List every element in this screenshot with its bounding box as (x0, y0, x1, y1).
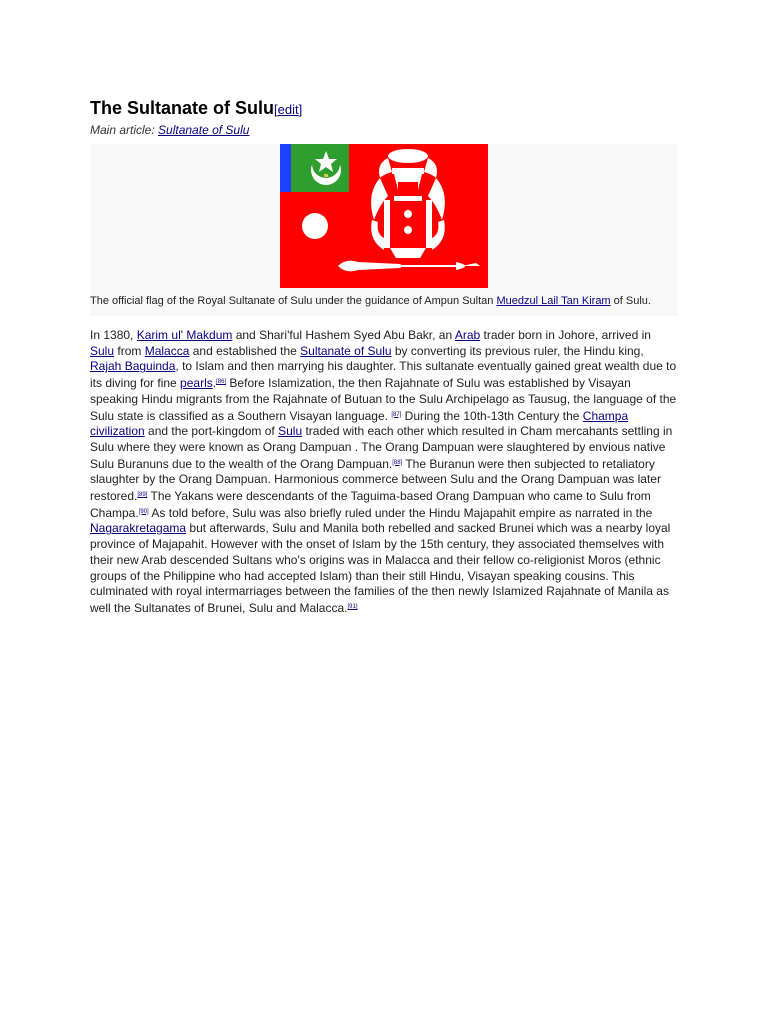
paragraph-text: from (114, 343, 145, 358)
citation-89[interactable]: [89] (137, 492, 148, 499)
paragraph-text: and established the (189, 343, 301, 358)
link-sulu-2[interactable]: Sulu (278, 424, 303, 439)
paragraph-text: As told before, Sulu was also briefly ruled under the Hindu Majapahit empire as narrated in the (148, 505, 653, 520)
paragraph-text: Before Islamization, the then Rajahnate of Sulu was established by Visayan speaking Hindu migrants from the Rajahnate of Butuan to the Sulu Archipelago as Tausug, the language of the Sulu state is classified as a Southern Visayan language. (90, 376, 677, 423)
paragraph-text: trader born in Johore, arrived in (480, 328, 651, 342)
paragraph-text: and Shari'ful Hashem Syed Abu Bakr, an (232, 328, 455, 342)
caption-text-end: of Sulu. (610, 295, 651, 307)
paragraph-text: traded with each other which resulted in Cham mercahants settling in Sulu where they were known as Orang Dampuan . The Orang Dampuan were slaughtered by envious native Sulu Buranuns due to the wealth of the Orang Dampuan. (90, 424, 673, 471)
citation-88[interactable]: [88] (392, 459, 403, 466)
link-arab[interactable]: Arab (454, 328, 481, 342)
link-rajah-baguinda[interactable]: Rajah Baguinda (90, 359, 176, 374)
paragraph-text: by converting its previous ruler, the Hindu king, (391, 343, 644, 358)
citation-91[interactable]: [91] (347, 603, 358, 610)
article-section (90, 96, 678, 617)
link-sulu[interactable]: Sulu (90, 343, 115, 358)
main-article-link[interactable]: Sultanate of Sulu (158, 123, 250, 137)
section-paragraph (90, 328, 678, 617)
citation-86[interactable]: [86] (216, 379, 227, 386)
section-title: The Sultanate of Sulu (90, 98, 275, 118)
citation-90[interactable]: [90] (138, 508, 149, 515)
link-sultanate-of-sulu[interactable]: Sultanate of Sulu (300, 343, 392, 358)
paragraph-text: . (212, 376, 217, 391)
citation-87[interactable]: [87] (391, 411, 402, 418)
link-champa-civilization[interactable]: Champa civilization (90, 408, 629, 439)
link-nagarakretagama[interactable]: Nagarakretagama (90, 521, 187, 536)
paragraph-text: and the port-kingdom of (144, 424, 279, 439)
link-pearls[interactable]: pearls (180, 376, 213, 391)
flag-caption (90, 290, 678, 312)
link-malacca[interactable]: Malacca (144, 343, 190, 358)
paragraph-text: , to Islam and then marrying his daughter. This sultanate eventually gained great wealth due to its diving for fine (90, 359, 677, 391)
paragraph-text: In 1380, (90, 328, 137, 342)
edit-link[interactable]: edit (277, 102, 299, 117)
flag-figure (90, 144, 678, 316)
sulu-flag-image[interactable] (280, 144, 488, 288)
edit-link-wrapper (274, 102, 302, 117)
caption-text: The official flag of the Royal Sultanate of Sulu under the guidance of Ampun Sultan (90, 295, 497, 307)
section-heading (90, 96, 678, 122)
paragraph-text: but afterwards, Sulu and Manila both rebelled and sacked Brunei which was a nearby loyal province of Majapahit. However with the onset of Islam by the 15th century, they associated themselves with their new Arab descended Sultans who's origins was in Malacca and their fellow co-religionist Moros (ethnic groups of the Philippine who had accepted Islam) than their still Hindu, Visayan speaking cousins. This culminated with royal intermarriages between the families of the then newly Islamized Rajahnate of Manila as well the Sultanates of Brunei, Sulu and Malacca. (90, 521, 671, 615)
hatnote-prefix: Main article: (90, 123, 159, 137)
edit-bracket-open: [ (274, 102, 278, 117)
paragraph-text: The Yakans were descendants of the Taguima-based Orang Dampuan who came to Sulu from Champa. (90, 489, 651, 520)
edit-bracket-close: ] (298, 102, 303, 117)
paragraph-text: During the 10th-13th Century the (401, 408, 583, 423)
link-karim-ul-makdum[interactable]: Karim ul' Makdum (136, 328, 233, 342)
paragraph-text: The Buranun were then subjected to retaliatory slaughter by the Orang Dampuan. Harmonious commerce between Sulu and the Orang Dampuan was later restored. (90, 456, 661, 504)
main-article-hatnote (90, 123, 678, 137)
caption-sultan-link[interactable]: Muedzul Lail Tan Kiram (496, 295, 611, 307)
flag-graphic (280, 144, 488, 288)
